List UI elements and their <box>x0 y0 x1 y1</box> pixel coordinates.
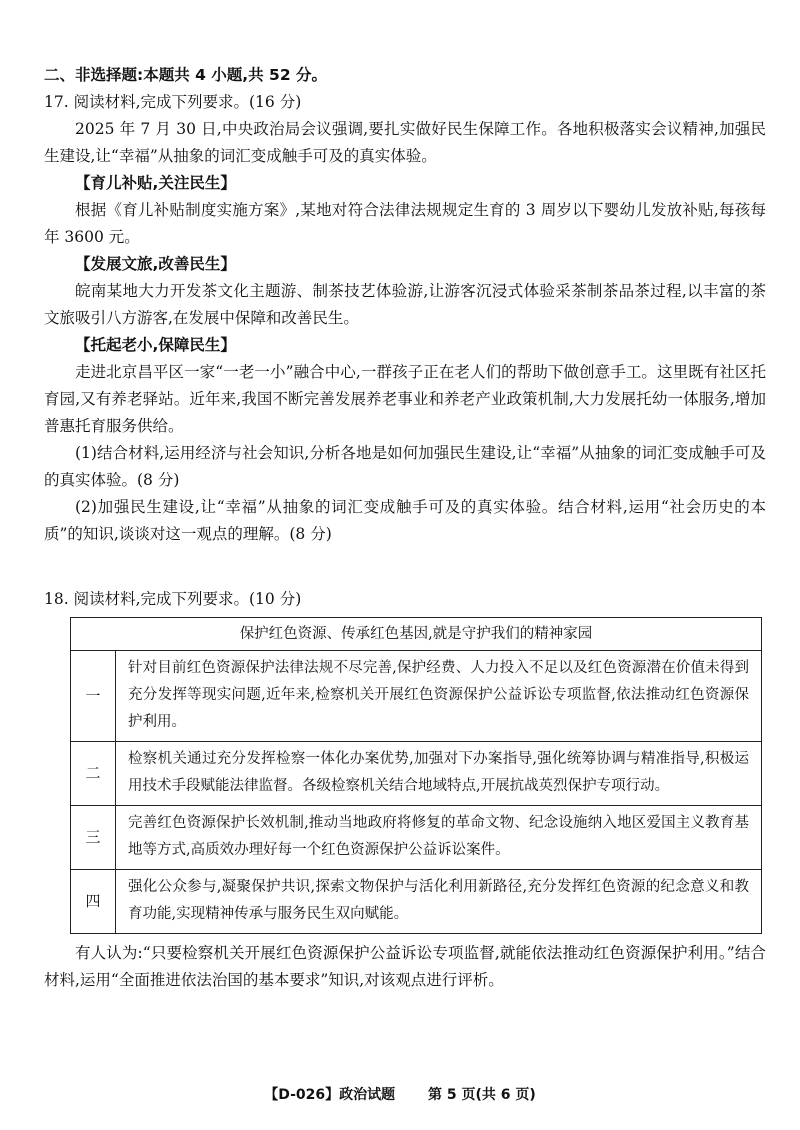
q18-material-table <box>70 617 762 934</box>
section-title: 二、非选择题:本题共 4 小题,共 52 分。 <box>44 66 328 84</box>
table-row-text: 针对目前红色资源保护法律法规不尽完善,保护经费、人力投入不足以及红色资源潜在价值未得到充分发挥等现实问题,近年来,检察机关开展红色资源保护公益诉讼专项监督,依法推动红色资源保护利用。 <box>116 651 762 742</box>
table-row-text: 完善红色资源保护长效机制,推动当地政府将修复的革命文物、纪念设施纳入地区爱国主义教育基地等方式,高质效办理好每一个红色资源保护公益诉讼案件。 <box>116 806 762 870</box>
table-header-row <box>71 618 762 651</box>
table-row <box>71 742 762 806</box>
page-number: 第 5 页(共 6 页) <box>428 1087 536 1103</box>
table-row-number: 四 <box>71 870 116 934</box>
material-1-heading: 【育儿补贴,关注民生】 <box>75 174 236 192</box>
material-2-heading: 【发展文旅,改善民生】 <box>75 255 236 273</box>
material-1-text: 根据《育儿补贴制度实施方案》,某地对符合法律法规规定生育的 3 周岁以下婴幼儿发放补贴,每孩每年 3600 元。 <box>44 201 766 246</box>
material-3-heading: 【托起老小,保障民生】 <box>75 336 236 354</box>
q18-question: 有人认为:“只要检察机关开展红色资源保护公益诉讼专项监督,就能依法推动红色资源保护利用。”结合材料,运用“全面推进依法治国的基本要求”知识,对该观点进行评析。 <box>44 944 766 989</box>
q17-title: 17. 阅读材料,完成下列要求。(16 分) <box>44 93 302 111</box>
material-2-text: 皖南某地大力开发茶文化主题游、制茶技艺体验游,让游客沉浸式体验采茶制茶品茶过程,以丰富的茶文旅吸引八方游客,在发展中保障和改善民生。 <box>44 282 766 327</box>
table-row <box>71 806 762 870</box>
table-row-number: 一 <box>71 651 116 742</box>
material-3-text: 走进北京昌平区一家“一老一小”融合中心,一群孩子正在老人们的帮助下做创意手工。这里既有社区托育园,又有养老驿站。近年来,我国不断完善发展养老事业和养老产业政策机制,大力发展托幼一体服务,增加普惠托育服务供给。 <box>44 363 766 435</box>
q18-block <box>44 586 766 994</box>
table-header: 保护红色资源、传承红色基因,就是守护我们的精神家园 <box>71 618 762 651</box>
q17-sub-question-2: (2)加强民生建设,让“幸福”从抽象的词汇变成触手可及的真实体验。结合材料,运用“社会历史的本质”的知识,谈谈对这一观点的理解。(8 分) <box>44 498 766 543</box>
table-row-text: 检察机关通过充分发挥检察一体化办案优势,加强对下办案指导,强化统筹协调与精准指导,积极运用技术手段赋能法律监督。各级检察机关结合地域特点,开展抗战英烈保护专项行动。 <box>116 742 762 806</box>
q17-block <box>44 62 766 548</box>
page-footer <box>0 1082 800 1109</box>
exam-code: 【D-026】政治试题 <box>264 1087 396 1103</box>
table-row <box>71 870 762 934</box>
q17-sub-question-1: (1)结合材料,运用经济与社会知识,分析各地是如何加强民生建设,让“幸福”从抽象的词汇变成触手可及的真实体验。(8 分) <box>44 444 766 489</box>
table-row <box>71 651 762 742</box>
q17-intro: 2025 年 7 月 30 日,中央政治局会议强调,要扎实做好民生保障工作。各地积极落实会议精神,加强民生建设,让“幸福”从抽象的词汇变成触手可及的真实体验。 <box>44 120 766 165</box>
q18-title: 18. 阅读材料,完成下列要求。(10 分) <box>44 590 302 608</box>
table-row-number: 三 <box>71 806 116 870</box>
table-row-text: 强化公众参与,凝聚保护共识,探索文物保护与活化利用新路径,充分发挥红色资源的纪念意义和教育功能,实现精神传承与服务民生双向赋能。 <box>116 870 762 934</box>
table-row-number: 二 <box>71 742 116 806</box>
